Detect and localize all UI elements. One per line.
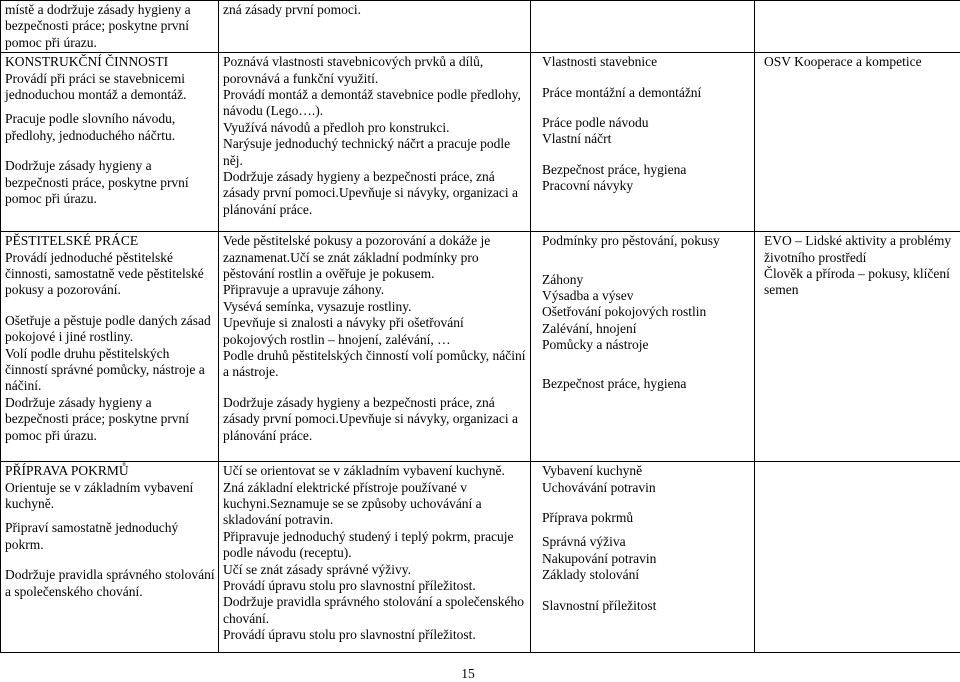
outcomes-cell: KONSTRUKČNÍ ČINNOSTI Provádí při práci se stavebnicemi jednoduchou montáž a demontáž. Pracuje podle slovního návodu, předlohy, jednoduchého náčrtu. Dodržuje zásady hygieny a bezpečnosti práce, poskytne první pomoc při úrazu. — [1, 53, 219, 232]
crosscurricular-cell — [755, 462, 960, 653]
table-row — [1, 462, 960, 653]
section-heading: PŘÍPRAVA POKRMŮ — [5, 463, 129, 479]
topic-cell: Podmínky pro pěstování, pokusy Záhony Výsadba a výsev Ošetřování pokojových rostlin Zalévání, hnojení Pomůcky a nástroje Bezpečnost práce, hygiena — [531, 232, 755, 462]
section-heading: KONSTRUKČNÍ ČINNOSTI — [5, 54, 169, 70]
crosscurricular-cell — [755, 1, 960, 53]
topic-cell: Vlastnosti stavebnice Práce montážní a demontážní Práce podle návodu Vlastní náčrt Bezpečnost práce, hygiena Pracovní návyky — [531, 53, 755, 232]
topic-cell — [531, 1, 755, 53]
outcomes-cell: PĚSTITELSKÉ PRÁCE Provádí jednoduché pěstitelské činnosti, samostatně vede pěstitelské pokusy a pozorování. Ošetřuje a pěstuje podle daných zásad pokojové i jiné rostliny. Volí podle druhu pěstitelských činností správné pomůcky, nástroje a náčiní. Dodržuje zásady hygieny a bezpečnosti práce; poskytne první pomoc při úrazu. — [1, 232, 219, 462]
topic-cell: Vybavení kuchyně Uchovávání potravin Příprava pokrmů Správná výživa Nakupování potravin Základy stolování Slavnostní příležitost — [531, 462, 755, 653]
crosscurricular-cell: OSV Kooperace a kompetice — [755, 53, 960, 232]
crosscurricular-cell: EVO – Lidské aktivity a problémy životního prostředí Člověk a příroda – pokusy, klíčení semen — [755, 232, 960, 462]
table-row — [1, 232, 960, 462]
outcomes-cell: PŘÍPRAVA POKRMŮ Orientuje se v základním vybavení kuchyně. Připraví samostatně jednoduchý pokrm. Dodržuje pravidla správného stolování a společenského chování. — [1, 462, 219, 653]
content-cell: Vede pěstitelské pokusy a pozorování a dokáže je zaznamenat.Učí se znát základní podmínky pro pěstování rostlin a ověřuje je pokusem. Připravuje a upravuje záhony. Vysévá semínka, vysazuje rostliny. Upevňuje si znalosti a návyky při ošetřování pokojových rostlin – hnojení, zalévání, … Podle druhů pěstitelských činností volí pomůcky, náčiní a nástroje. Dodržuje zásady hygieny a bezpečnosti práce, zná zásady první pomoci.Upevňuje si návyky, organizaci a plánování práce. — [219, 232, 531, 462]
page-number: 15 — [461, 666, 475, 681]
content-cell: zná zásady první pomoci. — [219, 1, 531, 53]
table-row — [1, 1, 960, 53]
table-row — [1, 53, 960, 232]
section-heading: PĚSTITELSKÉ PRÁCE — [5, 233, 139, 249]
content-cell: Poznává vlastnosti stavebnicových prvků a dílů, porovnává a funkční využití. Provádí montáž a demontáž stavebnice podle předlohy, návodu (Lego….). Využívá návodů a předloh pro konstrukci. Narýsuje jednoduchý technický náčrt a pracuje podle něj. Dodržuje zásady hygieny a bezpečnosti práce, zná zásady první pomoci.Upevňuje si návyky, organizaci a plánování práce. — [219, 53, 531, 232]
outcomes-cell: místě a dodržuje zásady hygieny a bezpečnosti práce; poskytne první pomoc při úrazu. — [1, 1, 219, 53]
content-cell: Učí se orientovat se v základním vybavení kuchyně. Zná základní elektrické přístroje používané v kuchyni.Seznamuje se se způsoby uchovávání a skladování potravin. Připravuje jednoduchý studený i teplý pokrm, pracuje podle návodu (receptu). Učí se znát zásady správné výživy. Provádí úpravu stolu pro slavnostní příležitost. Dodržuje pravidla správného stolování a společenského chování. Provádí úpravu stolu pro slavnostní příležitost. — [219, 462, 531, 653]
